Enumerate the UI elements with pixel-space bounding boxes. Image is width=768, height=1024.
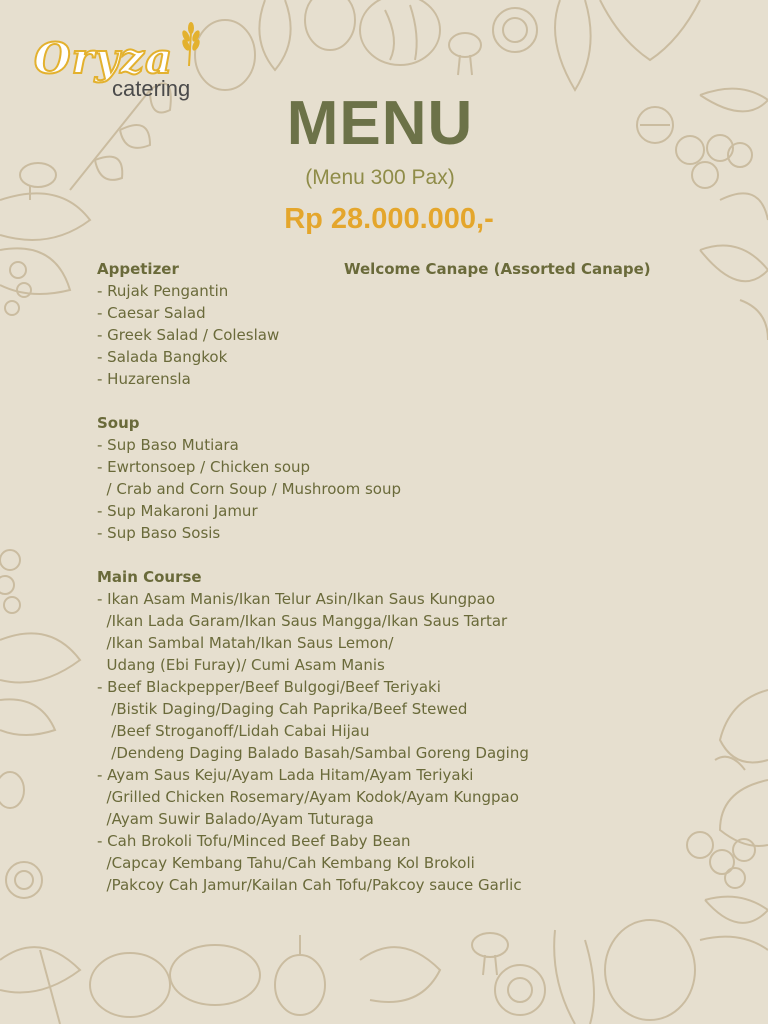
menu-item: /Beef Stroganoff/Lidah Cabai Hijau <box>97 722 370 740</box>
page-title: MENU <box>286 89 474 158</box>
section-appetizer <box>97 258 657 390</box>
menu-item: - Rujak Pengantin <box>97 282 229 300</box>
menu-item: - Sup Baso Mutiara <box>97 436 239 454</box>
pax-subtitle: (Menu 300 Pax) <box>305 166 455 189</box>
section-title: Soup <box>97 414 140 432</box>
menu-list <box>97 258 657 918</box>
menu-item: - Beef Blackpepper/Beef Bulgogi/Beef Teriyaki <box>97 678 441 696</box>
menu-item: - Ikan Asam Manis/Ikan Telur Asin/Ikan Saus Kungpao <box>97 590 496 608</box>
menu-item: /Pakcoy Cah Jamur/Kailan Cah Tofu/Pakcoy sauce Garlic <box>97 876 522 894</box>
menu-item: - Sup Makaroni Jamur <box>97 502 258 520</box>
section-title: Appetizer <box>97 260 179 278</box>
menu-item: /Bistik Daging/Daging Cah Paprika/Beef Stewed <box>97 700 468 718</box>
logo-subtitle: catering <box>112 76 191 101</box>
menu-item: /Ikan Sambal Matah/Ikan Saus Lemon/ <box>97 634 394 652</box>
section-main-course <box>97 566 657 896</box>
welcome-canape-label: Welcome Canape (Assorted Canape) <box>344 260 651 278</box>
package-price: Rp 28.000.000,- <box>284 203 494 235</box>
menu-item: /Ayam Suwir Balado/Ayam Tuturaga <box>97 810 374 828</box>
logo-brand: Oryza <box>34 34 174 83</box>
menu-item: /Grilled Chicken Rosemary/Ayam Kodok/Ayam Kungpao <box>97 788 519 806</box>
menu-item: - Sup Baso Sosis <box>97 524 221 542</box>
menu-item: - Ayam Saus Keju/Ayam Lada Hitam/Ayam Teriyaki <box>97 766 474 784</box>
menu-item: - Ewrtonsoep / Chicken soup <box>97 458 311 476</box>
menu-item: /Capcay Kembang Tahu/Cah Kembang Kol Brokoli <box>97 854 475 872</box>
menu-item: Udang (Ebi Furay)/ Cumi Asam Manis <box>97 656 385 674</box>
section-soup <box>97 412 657 544</box>
menu-item: - Cah Brokoli Tofu/Minced Beef Baby Bean <box>97 832 411 850</box>
menu-item: - Caesar Salad <box>97 304 206 322</box>
menu-item: /Dendeng Daging Balado Basah/Sambal Goreng Daging <box>97 744 529 762</box>
menu-item: - Salada Bangkok <box>97 348 228 366</box>
menu-item: / Crab and Corn Soup / Mushroom soup <box>97 480 401 498</box>
menu-item: - Huzarensla <box>97 370 191 388</box>
menu-item: - Greek Salad / Coleslaw <box>97 326 280 344</box>
section-title: Main Course <box>97 568 202 586</box>
menu-item: /Ikan Lada Garam/Ikan Saus Mangga/Ikan Saus Tartar <box>97 612 508 630</box>
wheat-icon <box>176 22 206 66</box>
